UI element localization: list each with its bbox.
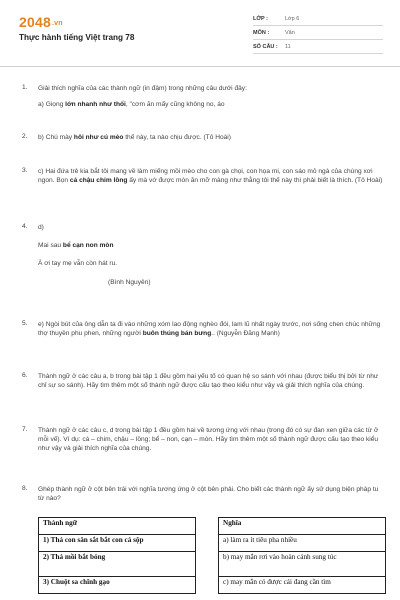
table-row: c) may mắn có được cái đang cần tìm: [219, 577, 386, 594]
site-logo[interactable]: 2048.vn: [19, 14, 63, 30]
idiom-table: [38, 517, 196, 594]
header-divider: [0, 66, 400, 67]
meta-subject: MÔN : Văn: [253, 27, 383, 40]
worksheet-page: 2048.vn Thực hành tiếng Việt trang 78 LỚP : Lớp 6 MÔN : Văn SỐ CÂU : 11 1. Giải thích nghĩa của các thành ngữ (in đậm) trong những câu dưới đây: a) Giọng lớn nhanh như thổi, "cơm ăn mấy cũng không no, áo 2. b) Chú mày hôi như cú mèo thế này, ta nào chịu được. (Tô Hoài) 3. c) Hai đứa trẻ kia bắt tôi mang về làm miếng mồi mèo cho con gà chọi, con họa mi, con sáo mỏ ngà của chúng xơi ngon. Bọn cá chậu chim lồng ấy mà vớ được món ăn mỡ màng như thằng tôi thế này thì phải biết là thích. (Tô Hoài) 4. d) Mai sau bể cạn non mòn À ơi tay mẹ vẫn còn hát ru. (Bình Nguyên) 5. e) Ngòi bút của ông dẫn ta đi vào những xóm lao động nghèo đói, lam lũ nhất ngày trước, nơi sống chen chúc những thợ thuyền phu phen, những người buôn thúng bán bưng.. (Nguyễn Đăng Mạnh) 6. Thành ngữ ở các câu a, b trong bài tập 1 đều gồm hai yếu tố có quan hệ so sánh với nhau (được biểu thị bởi từ như chỉ sự so sánh). Hãy tìm thêm một số thành ngữ được cấu tạo theo kiểu như vậy và giải thích nghĩa của chúng. 7. Thành ngữ ở các câu c, d trong bài tập 1 đều gồm hai về tương ứng với nhau (trong đó có sự đan xen giữa các từ ở mỗi vế). Ví dụ: cá – chim, chậu – lồng; bể – non, cạn – mòn. Hãy tìm thêm một số thành ngữ được cấu tạo theo kiểu như vậy và giải thích nghĩa của chúng. 8. Ghép thành ngữ ở cột bên trái với nghĩa tương ứng ở cột bên phải. Cho biết các thành ngữ ấy sử dụng biện pháp tu từ nào? Thành ngữ 1) Thả con săn sắt bắt con cá sộp 2) Thả mồi bắt bóng 3) Chuột sa chĩnh gạo Nghĩa a) làm ra ít tiêu pha nhiều b) may mắn rơi vào hoàn cảnh sung túc c) may mắn có được cái đang cần tìm: [0, 0, 400, 600]
table-row: 3) Chuột sa chĩnh gạo: [39, 577, 196, 594]
meta-question-count: SỐ CÂU : 11: [253, 41, 383, 54]
table-row: 1) Thả con săn sắt bắt con cá sộp: [39, 535, 196, 552]
table-row: 2) Thả mồi bắt bóng: [39, 552, 196, 577]
header: [0, 0, 400, 62]
page-title: Thực hành tiếng Việt trang 78: [19, 33, 135, 42]
table-row: b) may mắn rơi vào hoàn cảnh sung túc: [219, 552, 386, 577]
meaning-header: Nghĩa: [219, 518, 386, 535]
table-row: a) làm ra ít tiêu pha nhiều: [219, 535, 386, 552]
meta-grade: LỚP : Lớp 6: [253, 13, 383, 26]
question-text: Giải thích nghĩa của các thành ngữ (in đậm) trong những câu dưới đây:: [38, 85, 247, 92]
meaning-table: [218, 517, 386, 594]
idiom-header: Thành ngữ: [39, 518, 196, 535]
